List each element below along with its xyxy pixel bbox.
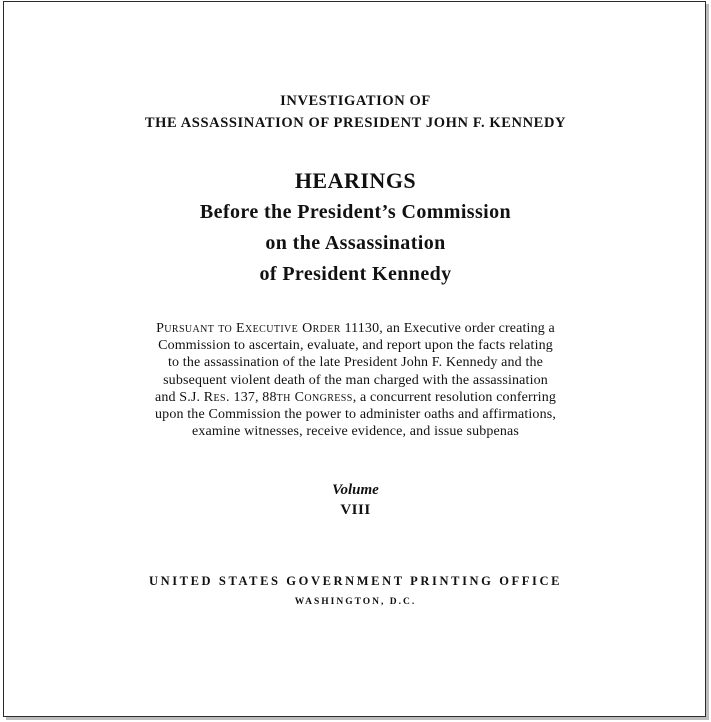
volume-number: VIII xyxy=(340,502,371,518)
resolution-line-1-rest: 11130, an Executive order creating a xyxy=(340,321,555,336)
subtitle-line-1: Before the President’s Commission xyxy=(199,201,512,223)
resolution-line-7: examine witnesses, receive evidence, and issue subpenas xyxy=(191,424,520,440)
publisher-place: WASHINGTON, D.C. xyxy=(294,597,417,607)
executive-order-small-caps: Pursuant to Executive Order xyxy=(156,321,341,336)
volume-label: Volume xyxy=(332,482,379,498)
subtitle-line-2: on the Assassination xyxy=(265,232,446,254)
title-line-assassination: THE ASSASSINATION OF PRESIDENT JOHN F. KENNEDY xyxy=(144,115,567,131)
resolution-line-5-b: 137, 88 xyxy=(229,389,277,405)
resolution-line-5 xyxy=(0,389,711,406)
heading-hearings: HEARINGS xyxy=(294,168,417,193)
title-line-investigation: INVESTIGATION OF xyxy=(280,93,431,109)
resolution-line-2: Commission to ascertain, evaluate, and report upon the facts relating xyxy=(158,338,553,354)
resolution-line-5-c: , a concurrent resolution conferring xyxy=(352,389,557,405)
subtitle-line-3: of President Kennedy xyxy=(259,263,452,285)
resolution-paragraph xyxy=(0,320,711,440)
resolution-line-1 xyxy=(0,320,711,337)
resolution-line-4: subsequent violent death of the man charged with the assassination xyxy=(163,372,548,388)
resolution-line-6: upon the Commission the power to administer oaths and affirmations, xyxy=(155,407,556,423)
resolution-line-3: to the assassination of the late President John F. Kennedy and the xyxy=(167,355,544,371)
publisher-name: UNITED STATES GOVERNMENT PRINTING OFFICE xyxy=(148,574,563,588)
congress-small-caps: th Congress xyxy=(276,389,353,405)
page-shadow-bottom xyxy=(6,717,709,720)
resolution-res-small-caps: Res. xyxy=(203,389,230,405)
resolution-line-5-a: and S.J. xyxy=(154,389,204,405)
